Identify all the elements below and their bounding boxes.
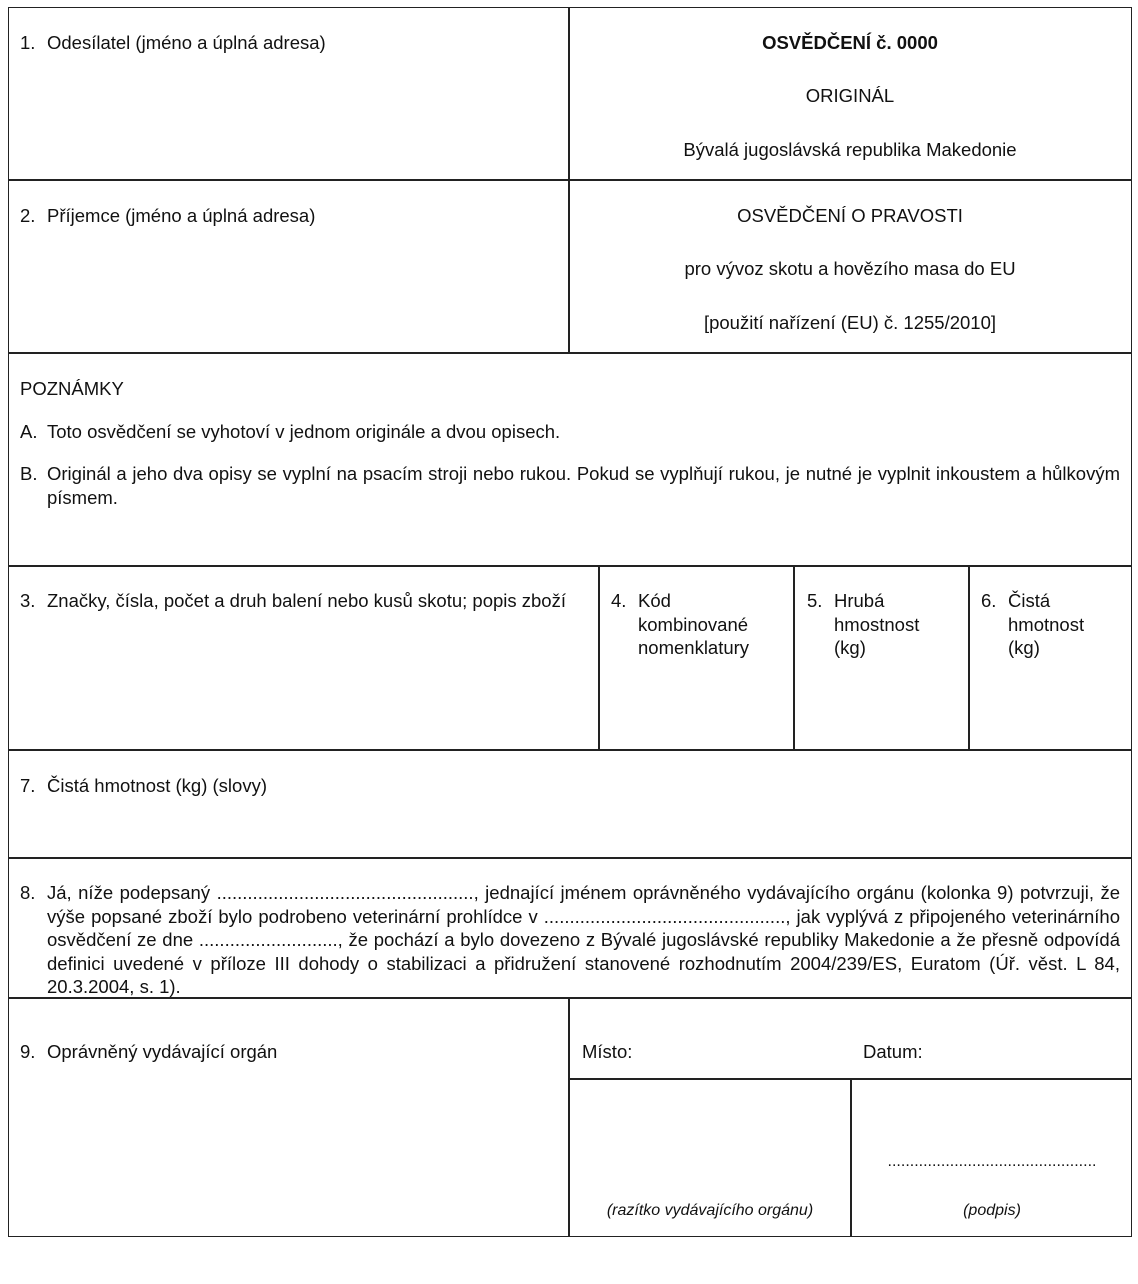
rule-row2-bottom: [8, 352, 1132, 354]
declaration-part3: , jak vyplývá z připojeného veterinárního osvědčení ze dne: [47, 905, 1120, 950]
rule-goods-bottom: [8, 749, 1132, 751]
box4-number: 4.: [611, 590, 627, 611]
box5-label: Hrubá hmostnost (kg): [834, 590, 920, 658]
date-label[interactable]: Datum:: [863, 1041, 923, 1062]
authenticity-title: OSVĚDČENÍ O PRAVOSTI: [737, 205, 963, 226]
box4-label: Kód kombinované nomenklatury: [638, 590, 750, 658]
box9-number: 9.: [20, 1041, 36, 1062]
box2-label: Příjemce (jméno a úplná adresa): [47, 205, 316, 226]
note-b-text: Originál a jeho dva opisy se vyplní na psacím stroji nebo rukou. Pokud se vyplňují rukou, je nutné je vyplnit inkoustem a hůlkovým písmem.: [47, 463, 1120, 508]
box8-number: 8.: [20, 882, 36, 903]
box7-label: Čistá hmotnost (kg) (slovy): [47, 775, 267, 796]
certificate-title: OSVĚDČENÍ č. 0000: [762, 32, 938, 53]
regulation-reference: [použití nařízení (EU) č. 1255/2010]: [703, 312, 997, 333]
export-purpose: pro vývoz skotu a hovězího masa do EU: [684, 258, 1016, 279]
box3-label: Značky, čísla, počet a druh balení nebo kusů skotu; popis zboží: [47, 590, 566, 611]
notes-heading: POZNÁMKY: [20, 378, 124, 399]
rule-col4: [598, 565, 600, 750]
box9-label: Oprávněný vydávající orgán: [47, 1041, 278, 1062]
declaration-part2: , jednající jménem oprávněného vydávajícího orgánu (kolonka 9) potvrzuji, že výše popsané zboží bylo podrobeno veterinární prohlídce v: [47, 882, 1120, 927]
box6-number: 6.: [981, 590, 997, 611]
rule-top-split: [568, 7, 570, 353]
rule-col6: [968, 565, 970, 750]
declaration-part4: , že pochází a bylo dovezeno z Bývalé jugoslávské republiky Makedonie a že přesně odpovídá definici uvedené v příloze III dohody o stabilizaci a přidružení stanovené rozhodnutím 2004/239/ES, Euratom (Úř. věst. L 84, 20.3.2004, s. 1).: [47, 929, 1120, 997]
rule-box7-bottom: [8, 857, 1132, 859]
box7-number: 7.: [20, 775, 36, 796]
note-a-text: Toto osvědčení se vyhotoví v jednom originále a dvou opisech.: [47, 421, 561, 442]
box1-number: 1.: [20, 32, 36, 53]
original-label: ORIGINÁL: [805, 85, 895, 106]
declaration-part1: Já, níže podepsaný: [47, 882, 211, 903]
rule-notes-bottom: [8, 565, 1132, 567]
inspection-place-field[interactable]: ...............................................: [543, 905, 786, 927]
box5-number: 5.: [807, 590, 823, 611]
box2-number: 2.: [20, 205, 36, 226]
declaration-text: [47, 881, 1120, 999]
box3-number: 3.: [20, 590, 36, 611]
signature-caption: (podpis): [963, 1202, 1021, 1219]
signatory-name-field[interactable]: ..................................................: [216, 882, 474, 903]
signature-line[interactable]: ...............................................: [887, 1153, 1097, 1170]
rule-col5: [793, 565, 795, 750]
note-b-letter: B.: [20, 463, 38, 484]
box1-label: Odesílatel (jméno a úplná adresa): [47, 32, 326, 53]
veterinary-certificate-date-field[interactable]: ...........................: [198, 929, 338, 950]
country-name: Bývalá jugoslávská republika Makedonie: [683, 139, 1017, 160]
box6-label: Čistá hmotnost (kg): [1008, 590, 1085, 658]
note-a-letter: A.: [20, 421, 38, 442]
rule-row1-bottom: [8, 179, 1132, 181]
place-label[interactable]: Místo:: [582, 1041, 633, 1062]
stamp-caption: (razítko vydávajícího orgánu): [606, 1202, 814, 1219]
